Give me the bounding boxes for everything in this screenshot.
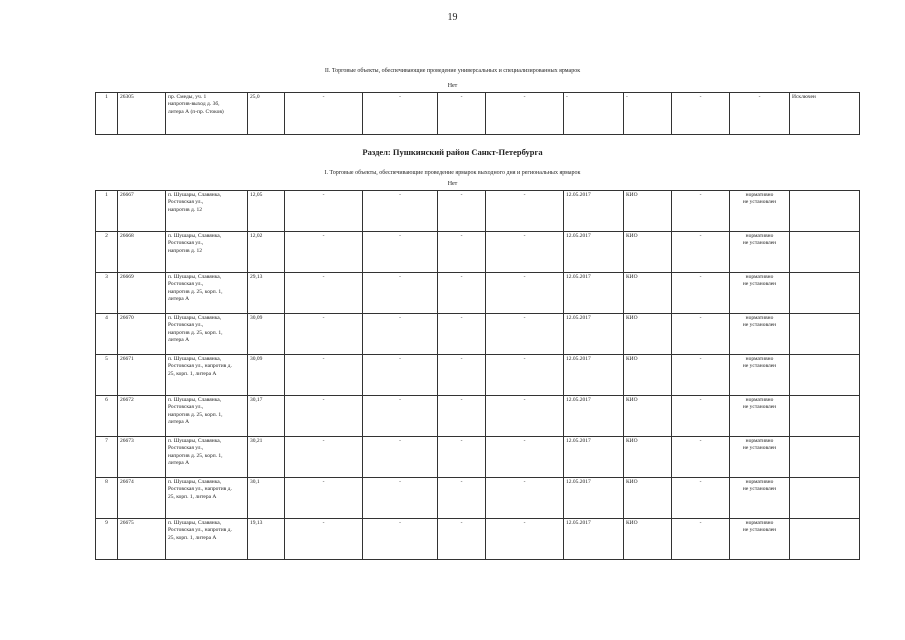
cell-c7: - xyxy=(438,355,486,396)
cell-area: 12,05 xyxy=(248,191,285,232)
section1-table xyxy=(95,92,860,135)
cell-area: 12,02 xyxy=(248,232,285,273)
cell-n: 4 xyxy=(96,314,118,355)
cell-c11: - xyxy=(672,396,730,437)
cell-date: - xyxy=(564,93,624,135)
cell-type: КИО xyxy=(624,232,672,273)
cell-area: 30,21 xyxy=(248,437,285,478)
cell-type: КИО xyxy=(624,355,672,396)
cell-c11: - xyxy=(672,437,730,478)
cell-c7: - xyxy=(438,396,486,437)
table-row xyxy=(96,355,860,396)
cell-n: 5 xyxy=(96,355,118,396)
cell-date: 12.05.2017 xyxy=(564,314,624,355)
cell-c7: - xyxy=(438,273,486,314)
table-row xyxy=(96,232,860,273)
cell-note xyxy=(790,314,860,355)
cell-addr: п. Шушары, Славянка, Ростовская ул., напротив д. 25, корп. 1, литера А xyxy=(166,519,248,560)
section2-caption: I. Торговые объекты, обеспечивающие проведение ярмарок выходного дня и региональных ярмарок xyxy=(324,170,581,176)
cell-c7: - xyxy=(438,232,486,273)
cell-c5: - xyxy=(285,355,363,396)
cell-type: - xyxy=(624,93,672,135)
cell-code: 26673 xyxy=(118,437,166,478)
cell-c8: - xyxy=(486,355,564,396)
cell-term: нормативно не установлен xyxy=(730,478,790,519)
cell-type: КИО xyxy=(624,396,672,437)
cell-term: нормативно не установлен xyxy=(730,191,790,232)
section2-subcaption: Нет xyxy=(447,181,458,187)
cell-c6: - xyxy=(363,93,438,135)
cell-addr: п. Шушары, Славянка, Ростовская ул., напротив д. 25, корп. 1, литера А xyxy=(166,396,248,437)
cell-date: 12.05.2017 xyxy=(564,437,624,478)
cell-c5: - xyxy=(285,191,363,232)
cell-addr: п. Шушары, Славянка, Ростовская ул., напротив д. 25, корп. 1, литера А xyxy=(166,355,248,396)
cell-addr: п. Шушары, Славянка, Ростовская ул., напротив д. 25, корп. 1, литера А xyxy=(166,478,248,519)
cell-date: 12.05.2017 xyxy=(564,191,624,232)
cell-c7: - xyxy=(438,478,486,519)
section1-caption: II. Торговые объекты, обеспечивающие проведение универсальных и специализированных ярмарок xyxy=(324,68,581,74)
page-number: 19 xyxy=(447,12,458,23)
cell-term: нормативно не установлен xyxy=(730,314,790,355)
cell-note xyxy=(790,478,860,519)
cell-code: 26669 xyxy=(118,273,166,314)
cell-c7: - xyxy=(438,519,486,560)
cell-c7: - xyxy=(438,314,486,355)
cell-c5: - xyxy=(285,232,363,273)
cell-type: КИО xyxy=(624,191,672,232)
cell-c5: - xyxy=(285,437,363,478)
cell-addr: п. Шушары, Славянка, Ростовская ул., напротив д. 25, корп. 1, литера А xyxy=(166,437,248,478)
cell-area: 29,13 xyxy=(248,273,285,314)
cell-term: - xyxy=(730,93,790,135)
cell-c6: - xyxy=(363,478,438,519)
cell-c6: - xyxy=(363,437,438,478)
cell-addr: п. Шушары, Славянка, Ростовская ул., напротив д. 25, корп. 1, литера А xyxy=(166,314,248,355)
cell-date: 12.05.2017 xyxy=(564,396,624,437)
cell-c8: - xyxy=(486,314,564,355)
cell-c7: - xyxy=(438,93,486,135)
cell-note xyxy=(790,437,860,478)
cell-term: нормативно не установлен xyxy=(730,232,790,273)
cell-addr: п. Шушары, Славянка, Ростовская ул., напротив д. 12 xyxy=(166,232,248,273)
cell-n: 9 xyxy=(96,519,118,560)
cell-n: 2 xyxy=(96,232,118,273)
cell-addr: пр. Смеды, уч. 1 напротив-выход д. 3б, литера А (п-пр. Стоков) xyxy=(166,93,248,135)
cell-n: 1 xyxy=(96,191,118,232)
cell-area: 30,09 xyxy=(248,314,285,355)
cell-c5: - xyxy=(285,93,363,135)
cell-c6: - xyxy=(363,519,438,560)
cell-area: 30,09 xyxy=(248,355,285,396)
cell-addr: п. Шушары, Славянка, Ростовская ул., напротив д. 25, корп. 1, литера А xyxy=(166,273,248,314)
cell-code: 26670 xyxy=(118,314,166,355)
table-row xyxy=(96,437,860,478)
cell-c8: - xyxy=(486,232,564,273)
cell-note xyxy=(790,355,860,396)
cell-area: 30,17 xyxy=(248,396,285,437)
cell-code: 26668 xyxy=(118,232,166,273)
cell-addr: п. Шушары, Славянка, Ростовская ул., напротив д. 12 xyxy=(166,191,248,232)
cell-type: КИО xyxy=(624,273,672,314)
cell-area: 30,1 xyxy=(248,478,285,519)
cell-term: нормативно не установлен xyxy=(730,273,790,314)
cell-c5: - xyxy=(285,519,363,560)
cell-c7: - xyxy=(438,191,486,232)
cell-note xyxy=(790,519,860,560)
cell-c11: - xyxy=(672,191,730,232)
cell-n: 6 xyxy=(96,396,118,437)
cell-c11: - xyxy=(672,232,730,273)
cell-note: Исключен xyxy=(790,93,860,135)
cell-c5: - xyxy=(285,478,363,519)
cell-c8: - xyxy=(486,93,564,135)
cell-type: КИО xyxy=(624,314,672,355)
table-row xyxy=(96,396,860,437)
cell-c11: - xyxy=(672,519,730,560)
cell-c11: - xyxy=(672,93,730,135)
cell-note xyxy=(790,273,860,314)
cell-code: 26674 xyxy=(118,478,166,519)
cell-c8: - xyxy=(486,396,564,437)
cell-c6: - xyxy=(363,396,438,437)
cell-term: нормативно не установлен xyxy=(730,355,790,396)
section1-subcaption: Нет xyxy=(447,83,458,89)
cell-c5: - xyxy=(285,396,363,437)
cell-term: нормативно не установлен xyxy=(730,396,790,437)
cell-area: 25,0 xyxy=(248,93,285,135)
cell-code: 26675 xyxy=(118,519,166,560)
cell-c8: - xyxy=(486,437,564,478)
cell-note xyxy=(790,396,860,437)
cell-c11: - xyxy=(672,478,730,519)
cell-date: 12.05.2017 xyxy=(564,478,624,519)
cell-c6: - xyxy=(363,273,438,314)
cell-code: 26671 xyxy=(118,355,166,396)
cell-c6: - xyxy=(363,314,438,355)
cell-code: 26667 xyxy=(118,191,166,232)
cell-c11: - xyxy=(672,314,730,355)
cell-n: 3 xyxy=(96,273,118,314)
cell-term: нормативно не установлен xyxy=(730,519,790,560)
section2-table xyxy=(95,190,860,560)
cell-n: 1 xyxy=(96,93,118,135)
cell-type: КИО xyxy=(624,478,672,519)
cell-c8: - xyxy=(486,191,564,232)
table-row xyxy=(96,93,860,135)
cell-n: 7 xyxy=(96,437,118,478)
cell-date: 12.05.2017 xyxy=(564,355,624,396)
table-row xyxy=(96,273,860,314)
cell-c8: - xyxy=(486,478,564,519)
cell-c11: - xyxy=(672,355,730,396)
cell-c6: - xyxy=(363,232,438,273)
cell-c6: - xyxy=(363,191,438,232)
cell-c5: - xyxy=(285,314,363,355)
section-title: Раздел: Пушкинский район Санкт-Петербурга xyxy=(362,147,543,157)
cell-c8: - xyxy=(486,519,564,560)
table-row xyxy=(96,519,860,560)
table-row xyxy=(96,191,860,232)
cell-date: 12.05.2017 xyxy=(564,273,624,314)
cell-code: 26305 xyxy=(118,93,166,135)
cell-area: 19,13 xyxy=(248,519,285,560)
cell-c6: - xyxy=(363,355,438,396)
table-row xyxy=(96,478,860,519)
cell-note xyxy=(790,232,860,273)
cell-date: 12.05.2017 xyxy=(564,232,624,273)
cell-note xyxy=(790,191,860,232)
cell-term: нормативно не установлен xyxy=(730,437,790,478)
cell-date: 12.05.2017 xyxy=(564,519,624,560)
cell-type: КИО xyxy=(624,437,672,478)
cell-type: КИО xyxy=(624,519,672,560)
cell-c11: - xyxy=(672,273,730,314)
cell-code: 26672 xyxy=(118,396,166,437)
cell-c7: - xyxy=(438,437,486,478)
cell-c8: - xyxy=(486,273,564,314)
cell-c5: - xyxy=(285,273,363,314)
cell-n: 8 xyxy=(96,478,118,519)
table-row xyxy=(96,314,860,355)
